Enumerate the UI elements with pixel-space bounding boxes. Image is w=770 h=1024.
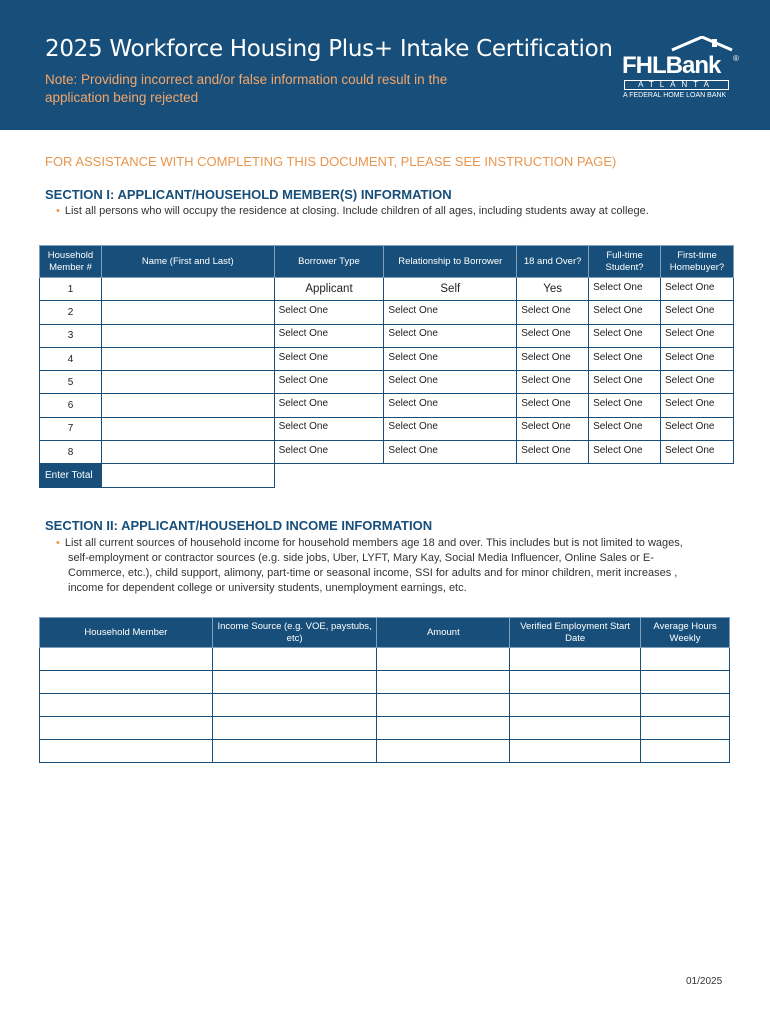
borrower-type-select[interactable] <box>274 301 384 324</box>
col-header-start-date: Verified Employment Start Date <box>510 618 641 648</box>
table-row <box>40 347 734 370</box>
homebuyer-select[interactable] <box>661 301 734 324</box>
student-select[interactable] <box>589 278 661 301</box>
table-row <box>40 694 730 717</box>
total-field[interactable] <box>101 464 274 487</box>
avg-hours-field[interactable] <box>641 717 730 740</box>
over18-select[interactable] <box>517 324 589 347</box>
homebuyer-select-value: Select One <box>665 351 715 363</box>
amount-field[interactable] <box>377 694 510 717</box>
income-source-field[interactable] <box>212 694 377 717</box>
student-select-value: Select One <box>593 398 643 410</box>
col-header-homebuyer: First-time Homebuyer? <box>661 246 734 278</box>
total-row <box>40 464 734 487</box>
homebuyer-select[interactable] <box>661 324 734 347</box>
relationship-select-value: Select One <box>388 328 438 340</box>
avg-hours-field[interactable] <box>641 740 730 763</box>
bullet-icon: • <box>56 537 60 549</box>
member-number: 1 <box>40 278 102 301</box>
homebuyer-select[interactable] <box>661 347 734 370</box>
borrower-type-select-value: Select One <box>278 304 329 316</box>
relationship-select[interactable] <box>384 441 517 464</box>
table-row <box>40 371 734 394</box>
over18-select-value: Select One <box>521 304 571 316</box>
table-row <box>40 648 730 671</box>
student-select-value: Select One <box>593 304 643 316</box>
table-row <box>40 394 734 417</box>
over18-select[interactable] <box>517 417 589 440</box>
homebuyer-select[interactable] <box>661 441 734 464</box>
borrower-type-select[interactable] <box>274 441 384 464</box>
homebuyer-select-value: Select One <box>665 281 715 293</box>
borrower-type-select-value: Select One <box>278 421 329 433</box>
table-row <box>40 417 734 440</box>
col-header-income-source: Income Source (e.g. VOE, paystubs, etc) <box>212 618 377 648</box>
borrower-type-select-value: Select One <box>278 444 329 456</box>
relationship-select[interactable] <box>384 324 517 347</box>
amount-field[interactable] <box>377 740 510 763</box>
over18-select-value: Select One <box>521 398 571 410</box>
homebuyer-select[interactable] <box>661 278 734 301</box>
income-source-field[interactable] <box>212 740 377 763</box>
student-select[interactable] <box>589 347 661 370</box>
household-member-field[interactable] <box>40 694 213 717</box>
relationship-select[interactable] <box>384 347 517 370</box>
col-header-household-member: Household Member <box>40 618 213 648</box>
homebuyer-select-value: Select One <box>665 421 715 433</box>
assistance-note: FOR ASSISTANCE WITH COMPLETING THIS DOCUMENT, PLEASE SEE INSTRUCTION PAGE) <box>45 154 617 169</box>
homebuyer-select-value: Select One <box>665 304 715 316</box>
amount-field[interactable] <box>377 648 510 671</box>
over18-select[interactable] <box>517 441 589 464</box>
name-field[interactable] <box>101 441 274 464</box>
over18-select[interactable] <box>517 394 589 417</box>
relationship-select-value: Select One <box>388 444 438 456</box>
total-row-spacer <box>274 464 733 487</box>
borrower-type-select-value: Select One <box>278 328 329 340</box>
borrower-type-select-value: Select One <box>278 351 329 363</box>
name-field[interactable] <box>101 324 274 347</box>
amount-field[interactable] <box>377 671 510 694</box>
over18-value: Yes <box>517 278 589 301</box>
student-select[interactable] <box>589 417 661 440</box>
student-select[interactable] <box>589 394 661 417</box>
header-note: Note: Providing incorrect and/or false information could result in the application being rejected <box>45 72 448 105</box>
col-header-member-num: Household Member # <box>40 246 102 278</box>
income-table <box>39 617 730 763</box>
homebuyer-select-value: Select One <box>665 328 715 340</box>
table-header-row <box>40 246 734 278</box>
member-number: 8 <box>40 441 102 464</box>
homebuyer-select-value: Select One <box>665 444 715 456</box>
start-date-field[interactable] <box>510 694 641 717</box>
start-date-field[interactable] <box>510 648 641 671</box>
member-number: 5 <box>40 371 102 394</box>
name-field[interactable] <box>101 278 274 301</box>
start-date-field[interactable] <box>510 717 641 740</box>
avg-hours-field[interactable] <box>641 694 730 717</box>
col-header-over18: 18 and Over? <box>517 246 589 278</box>
table-row <box>40 278 734 301</box>
student-select[interactable] <box>589 441 661 464</box>
col-header-student: Full-time Student? <box>589 246 661 278</box>
col-header-amount: Amount <box>377 618 510 648</box>
household-member-field[interactable] <box>40 671 213 694</box>
borrower-type-select-value: Select One <box>278 398 329 410</box>
name-field[interactable] <box>101 417 274 440</box>
student-select[interactable] <box>589 301 661 324</box>
over18-select-value: Select One <box>521 421 571 433</box>
avg-hours-field[interactable] <box>641 671 730 694</box>
borrower-type-select[interactable] <box>274 347 384 370</box>
col-header-relationship: Relationship to Borrower <box>384 246 517 278</box>
homebuyer-select-value: Select One <box>665 374 715 386</box>
student-select-value: Select One <box>593 421 643 433</box>
member-number: 2 <box>40 301 102 324</box>
borrower-type-select[interactable] <box>274 394 384 417</box>
over18-select[interactable] <box>517 301 589 324</box>
logo-registered: ® <box>733 54 739 63</box>
student-select-value: Select One <box>593 351 643 363</box>
logo-region: ATLANTA <box>624 80 729 90</box>
income-source-field[interactable] <box>212 717 377 740</box>
borrower-type-select-value: Select One <box>278 374 329 386</box>
homebuyer-select[interactable] <box>661 371 734 394</box>
fhlbank-logo <box>620 36 740 106</box>
section1-bullet <box>56 204 736 219</box>
avg-hours-field[interactable] <box>641 648 730 671</box>
borrower-type-value: Applicant <box>274 278 384 301</box>
form-title: 2025 Workforce Housing Plus+ Intake Certification <box>45 36 613 62</box>
table-row <box>40 717 730 740</box>
student-select-value: Select One <box>593 281 643 293</box>
bullet-icon: • <box>56 205 60 217</box>
start-date-field[interactable] <box>510 740 641 763</box>
table-row <box>40 671 730 694</box>
student-select-value: Select One <box>593 444 643 456</box>
relationship-select-value: Select One <box>388 304 438 316</box>
section1-title: SECTION I: APPLICANT/HOUSEHOLD MEMBER(S) INFORMATION <box>45 187 452 202</box>
member-number: 7 <box>40 417 102 440</box>
logo-tagline: A FEDERAL HOME LOAN BANK <box>623 92 727 99</box>
student-select-value: Select One <box>593 374 643 386</box>
relationship-select-value: Select One <box>388 421 438 433</box>
name-field[interactable] <box>101 371 274 394</box>
section2-bullet <box>56 536 696 596</box>
homebuyer-select-value: Select One <box>665 398 715 410</box>
name-field[interactable] <box>101 347 274 370</box>
relationship-select-value: Select One <box>388 374 438 386</box>
over18-select-value: Select One <box>521 444 571 456</box>
table-row <box>40 301 734 324</box>
page-header <box>0 0 770 130</box>
relationship-select[interactable] <box>384 371 517 394</box>
over18-select[interactable] <box>517 347 589 370</box>
name-field[interactable] <box>101 301 274 324</box>
relationship-select[interactable] <box>384 394 517 417</box>
member-number: 3 <box>40 324 102 347</box>
total-label: Enter Total <box>40 464 102 487</box>
borrower-type-select[interactable] <box>274 324 384 347</box>
table-row <box>40 324 734 347</box>
over18-select[interactable] <box>517 371 589 394</box>
relationship-value: Self <box>384 278 517 301</box>
household-member-field[interactable] <box>40 717 213 740</box>
relationship-select-value: Select One <box>388 351 438 363</box>
revision-date: 01/2025 <box>686 976 723 987</box>
income-source-field[interactable] <box>212 671 377 694</box>
household-member-field[interactable] <box>40 648 213 671</box>
member-number: 6 <box>40 394 102 417</box>
col-header-borrower-type: Borrower Type <box>274 246 384 278</box>
table-row <box>40 740 730 763</box>
borrower-type-select[interactable] <box>274 417 384 440</box>
homebuyer-select[interactable] <box>661 417 734 440</box>
amount-field[interactable] <box>377 717 510 740</box>
household-members-table <box>39 245 734 488</box>
borrower-type-select[interactable] <box>274 371 384 394</box>
student-select-value: Select One <box>593 328 643 340</box>
section2-title: SECTION II: APPLICANT/HOUSEHOLD INCOME INFORMATION <box>45 518 433 533</box>
logo-name: FHLBank <box>622 52 721 79</box>
section1-bullet-text: List all persons who will occupy the residence at closing. Include children of all ages, including students away at college. <box>64 205 649 217</box>
table-header-row <box>40 618 730 648</box>
name-field[interactable] <box>101 394 274 417</box>
homebuyer-select[interactable] <box>661 394 734 417</box>
relationship-select-value: Select One <box>388 398 438 410</box>
student-select[interactable] <box>589 371 661 394</box>
over18-select-value: Select One <box>521 374 571 386</box>
over18-select-value: Select One <box>521 328 571 340</box>
col-header-name: Name (First and Last) <box>101 246 274 278</box>
income-source-field[interactable] <box>212 648 377 671</box>
relationship-select[interactable] <box>384 417 517 440</box>
member-number: 4 <box>40 347 102 370</box>
col-header-avg-hours: Average Hours Weekly <box>641 618 730 648</box>
relationship-select[interactable] <box>384 301 517 324</box>
table-row <box>40 441 734 464</box>
section2-bullet-text: List all current sources of household income for household members age 18 and over. This includes but is not limited to wages, self-employment or contractor sources (e.g. side jobs, Uber, LYFT, Mary Kay, Social Media Influencer, Online Sales or E-Commerce, etc.), child support, alimony, part-time or seasonal income, SSI for adults and for minor children, merit increases , income for dependent college or university students, unemployment earnings, etc. <box>64 537 683 594</box>
household-member-field[interactable] <box>40 740 213 763</box>
student-select[interactable] <box>589 324 661 347</box>
start-date-field[interactable] <box>510 671 641 694</box>
over18-select-value: Select One <box>521 351 571 363</box>
